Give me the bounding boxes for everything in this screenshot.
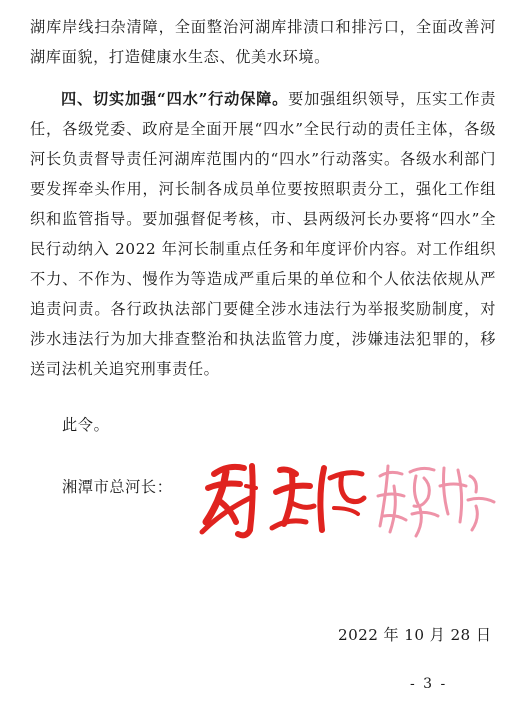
red-signature-icon bbox=[192, 452, 370, 542]
paragraph-text: 要加强组织领导，压实工作责任，各级党委、政府是全面开展“四水”全民行动的责任主体，各级河长负责督导责任河湖库范围内的“四水”行动落实。各级水利部门要发挥牵头作用，河长制各成员单位要按照职责分工，强化工作组织和监管指导。要加强督促考核，市、县两级河长办要将“四水”全民行动纳入 2022 年河长制重点任务和年度评价内容。对工作组织不力、不作为、慢作为等造成严重后果的单位和个人依法依规从严追责问责。各行政执法部门要健全涉水违法行为举报奖励制度，对涉水违法行为加大排查整治和执法监管力度，涉嫌违法犯罪的，移送司法机关追究刑事责任。 bbox=[30, 90, 496, 378]
pink-signature-icon bbox=[372, 456, 500, 542]
paragraph-continuation bbox=[30, 12, 496, 72]
signer-label: 湘潭市总河长： bbox=[62, 478, 173, 496]
document-date: 2022 年 10 月 28 日 bbox=[338, 626, 492, 644]
paragraph-text: 湖库岸线扫杂清障，全面整治河湖库排渍口和排污口，全面改善河湖库面貌，打造健康水生态、优美水环境。 bbox=[30, 18, 496, 66]
section-heading: 四、切实加强“四水”行动保障。 bbox=[61, 90, 289, 108]
paragraph-section-four bbox=[30, 84, 496, 384]
page-number: - 3 - bbox=[410, 676, 448, 692]
closing-phrase: 此令。 bbox=[62, 416, 110, 434]
